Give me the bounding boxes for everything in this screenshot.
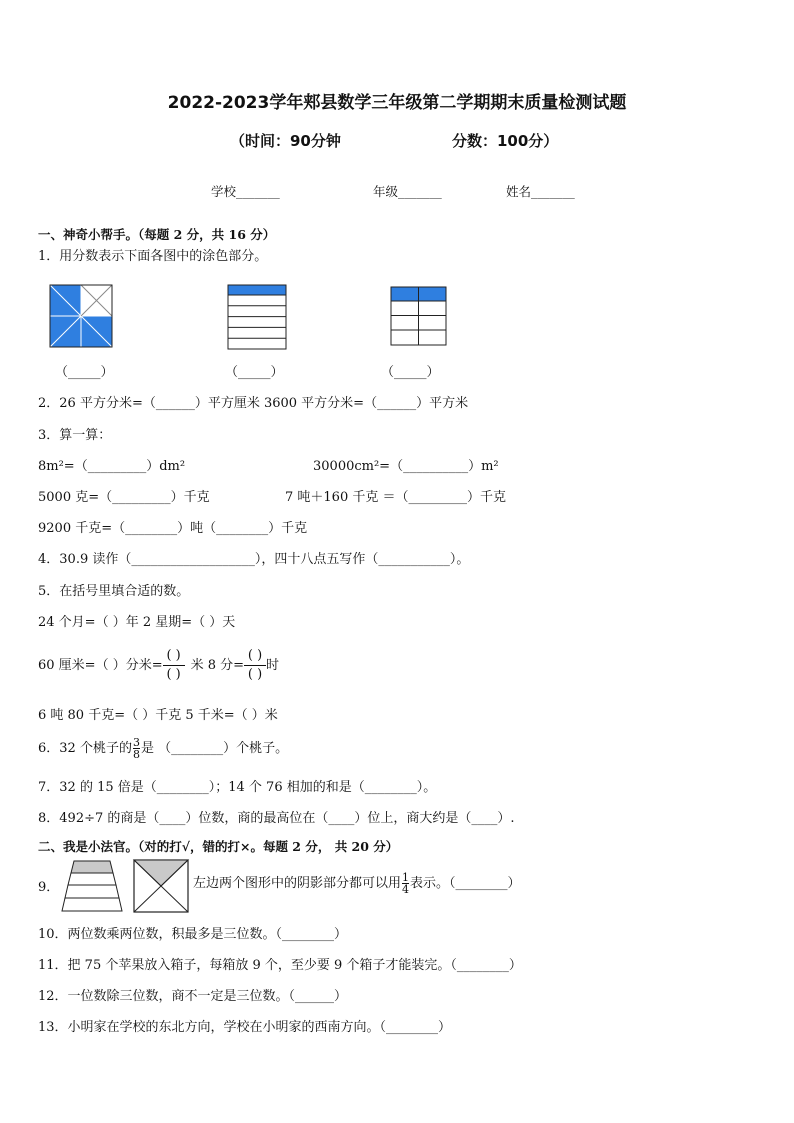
q5b-fraction-1[interactable] — [163, 648, 185, 683]
q9-part2: 表示。（________） — [410, 875, 521, 891]
question-5b — [38, 648, 279, 683]
question-5c: 6 吨 80 千克=（ ）千克 5 千米=（ ）米 — [38, 708, 278, 723]
question-5: 5．在括号里填合适的数。 — [38, 584, 190, 599]
grade-field[interactable]: 年级_______ — [373, 184, 442, 199]
figure-grid — [391, 287, 449, 347]
fraction-bar — [163, 665, 185, 666]
q9-fraction — [402, 872, 409, 895]
figure-stripes — [228, 285, 288, 351]
q5b-frac2-den: ( ) — [247, 667, 263, 682]
question-10: 10．两位数乘两位数，积最多是三位数。（________） — [38, 927, 348, 942]
name-field[interactable]: 姓名_______ — [506, 184, 575, 199]
school-field[interactable]: 学校_______ — [211, 184, 280, 199]
q5b-fraction-2[interactable] — [244, 648, 266, 683]
question-3d: 7 吨＋160 千克 ＝（_________）千克 — [285, 490, 506, 505]
q5b-part3: 时 — [266, 657, 280, 673]
question-3e: 9200 千克=（________）吨（________）千克 — [38, 521, 308, 536]
q9-part1: 左边两个图形中的阴影部分都可以用 — [193, 875, 402, 891]
question-9 — [193, 872, 521, 895]
question-13: 13．小明家在学校的东北方向，学校在小明家的西南方向。（________） — [38, 1020, 452, 1035]
q5b-frac1-den: ( ) — [166, 667, 181, 682]
q1-blank-1[interactable]: （_____） — [55, 365, 114, 380]
q9-number: 9． — [38, 880, 60, 895]
question-2: 2．26 平方分米=（______）平方厘米 3600 平方分米=（______）平方米 — [38, 396, 469, 411]
question-3a: 8m²=（_________）dm² — [38, 459, 186, 474]
q5b-part2: 米 8 分= — [190, 657, 245, 673]
question-1: 1．用分数表示下面各图中的涂色部分。 — [38, 249, 268, 264]
q9-frac-num: 1 — [402, 871, 410, 884]
q5b-frac1-num: ( ) — [166, 648, 181, 663]
section2-heading: 二、我是小法官。（对的打√，错的打×。每题 2 分， 共 20 分） — [38, 839, 399, 854]
q6-part1: 6．32 个桃子的 — [38, 740, 132, 756]
q5b-frac2-num: ( ) — [247, 648, 263, 663]
question-12: 12．一位数除三位数，商不一定是三位数。（______） — [38, 989, 348, 1004]
q1-blank-2[interactable]: （_____） — [225, 365, 284, 380]
q5b-part1: 60 厘米=（ ）分米= — [38, 657, 163, 673]
question-5a: 24 个月=（ ）年 2 星期=（ ）天 — [38, 615, 236, 630]
fraction-bar — [244, 665, 266, 666]
question-7: 7．32 的 15 倍是（________）；14 个 76 相加的和是（________）。 — [38, 780, 437, 795]
figure-trapezoid — [62, 861, 124, 913]
question-3b: 30000cm²=（__________）m² — [313, 459, 499, 474]
exam-time: （时间：90分钟 — [230, 132, 341, 150]
question-3c: 5000 克=（_________）千克 — [38, 490, 210, 505]
section1-heading: 一、神奇小帮手。（每题 2 分，共 16 分） — [38, 227, 276, 242]
q6-fraction — [133, 737, 140, 760]
question-4: 4．30.9 读作（___________________），四十八点五写作（___________）。 — [38, 552, 470, 567]
q1-blank-3[interactable]: （_____） — [381, 365, 440, 380]
figure-square-x — [134, 860, 190, 914]
q6-frac-den: 8 — [132, 748, 140, 761]
exam-score: 分数：100分） — [452, 132, 559, 150]
q6-frac-num: 3 — [132, 736, 140, 749]
question-3: 3．算一算： — [38, 428, 112, 443]
q9-frac-den: 4 — [402, 883, 410, 896]
page-title: 2022-2023学年郏县数学三年级第二学期期末质量检测试题 — [167, 93, 627, 113]
question-11: 11．把 75 个苹果放入箱子，每箱放 9 个，至少要 9 个箱子才能装完。（________） — [38, 958, 522, 973]
question-6 — [38, 737, 288, 760]
question-8: 8．492÷7 的商是（____）位数，商的最高位在（____）位上，商大约是（____）. — [38, 811, 515, 826]
figure-square-triangles — [50, 285, 114, 349]
q6-part2: 是 （________）个桃子。 — [140, 740, 289, 756]
